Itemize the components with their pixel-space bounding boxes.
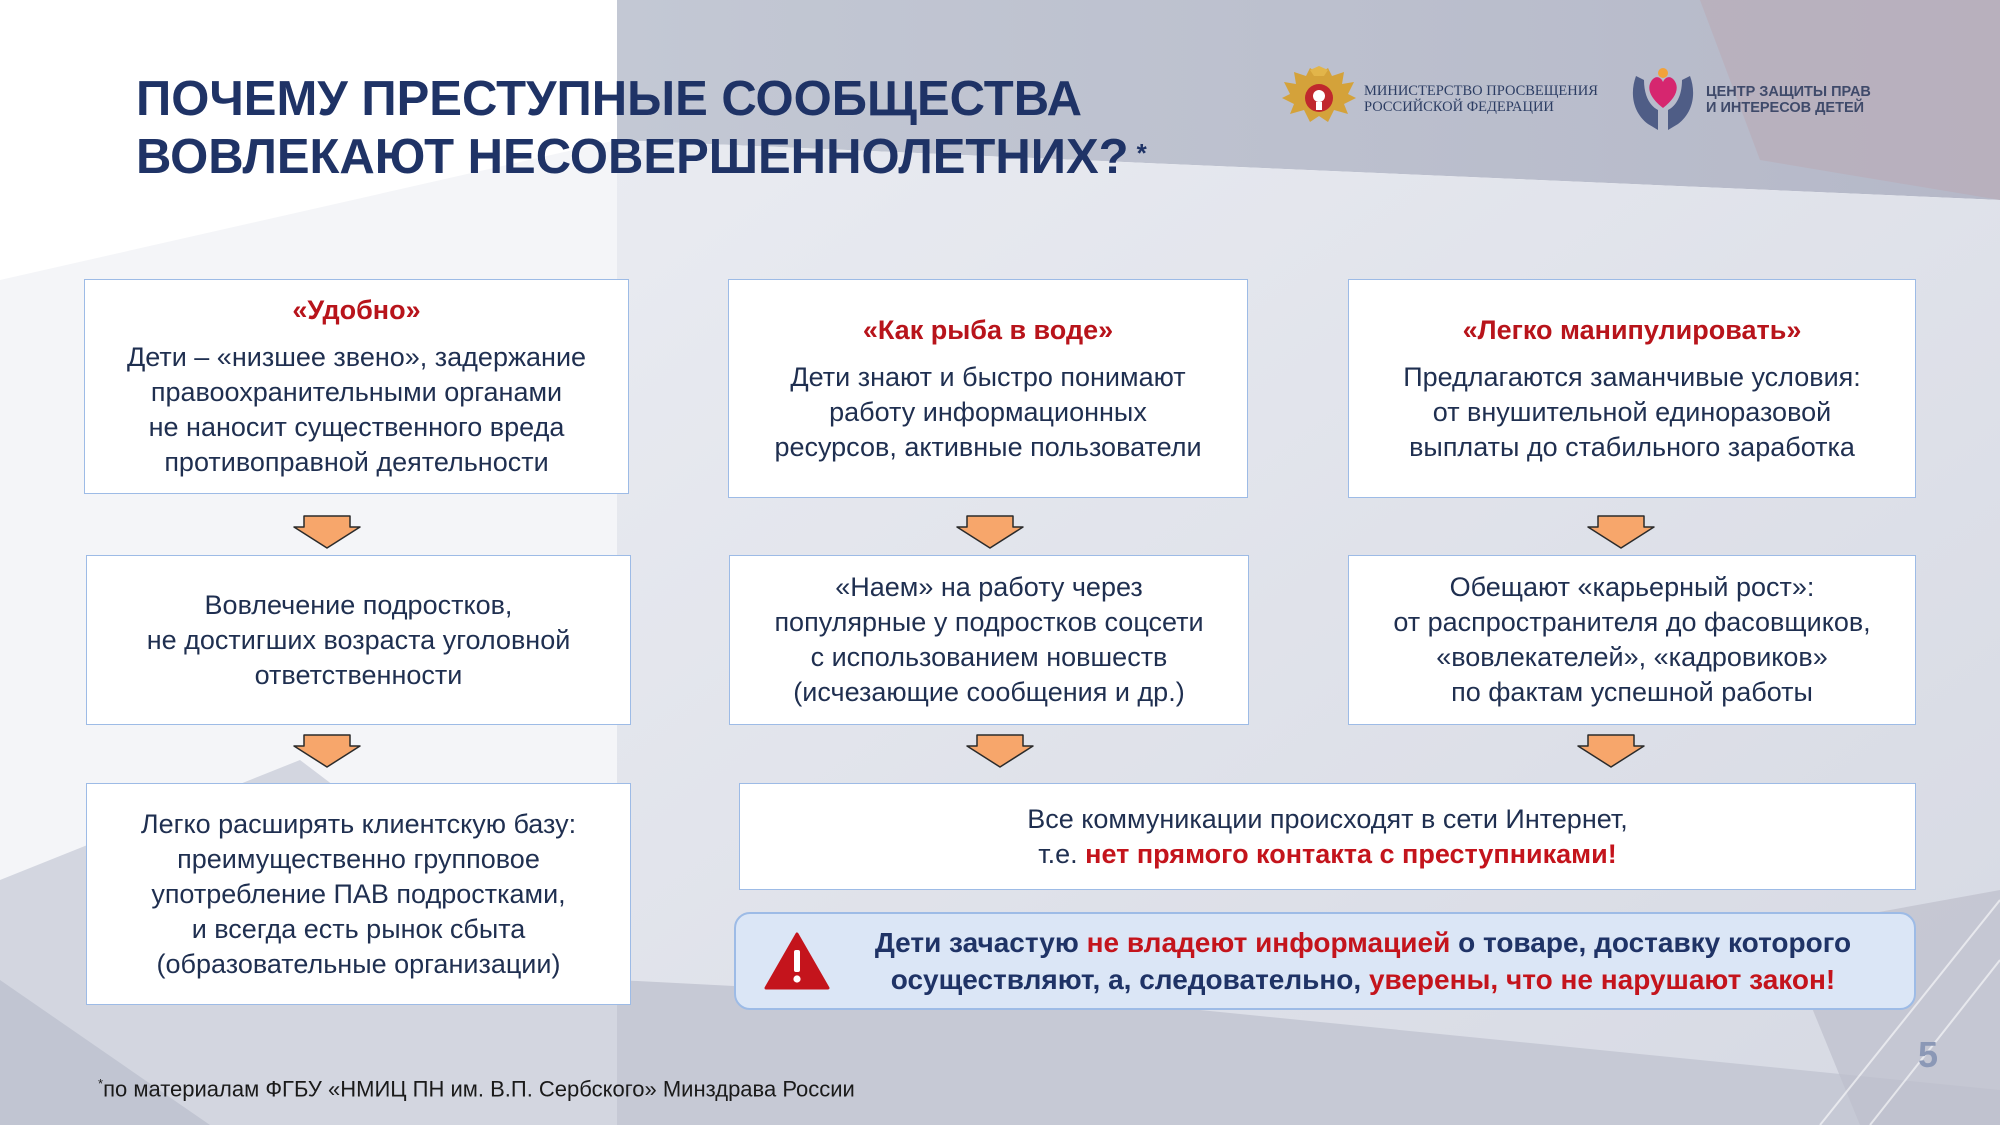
reason-convenient-text: Дети – «низшее звено», задержание правоохранительными органами не наносит существенного вреда противоправной деятельности: [126, 342, 587, 477]
down-arrow-icon: [292, 515, 362, 549]
hiring-social-media-text: «Наем» на работу через популярные у подростков соцсети с использованием новшеств (исчезающие сообщения и др.): [774, 572, 1204, 707]
warning-triangle-icon: [764, 932, 830, 990]
career-growth-text: Обещают «карьерный рост»: от распространителя до фасовщиков, «вовлекателей», «кадровиков» по фактам успешной работы: [1393, 572, 1871, 707]
footnote: [98, 1076, 855, 1102]
internet-line-2-emphasis: нет прямого контакта с преступниками!: [1085, 838, 1617, 869]
reason-fish-in-water-heading: «Как рыба в воде»: [862, 314, 1114, 345]
consequence-minors-text: Вовлечение подростков, не достигших возраста уголовной ответственности: [146, 589, 571, 690]
career-growth-box: [1348, 555, 1916, 725]
reason-easy-manipulate-heading: «Легко манипулировать»: [1462, 314, 1802, 345]
client-base-box: [86, 783, 631, 1005]
warning-part-1: Дети зачастую: [874, 927, 1087, 958]
center-name-line-1: ЦЕНТР ЗАЩИТЫ ПРАВ: [1706, 84, 1871, 100]
down-arrow-icon: [1576, 734, 1646, 768]
warning-part-2: не владеют информацией: [1086, 927, 1451, 958]
internet-line-1: Все коммуникации происходят в сети Интернет,: [1027, 803, 1628, 834]
internet-line-2: [1038, 837, 1616, 872]
down-arrow-icon: [292, 734, 362, 768]
ministry-name-line-2: РОССИЙСКОЙ ФЕДЕРАЦИИ: [1364, 99, 1554, 115]
down-arrow-icon: [1586, 515, 1656, 549]
warning-part-3: о товаре, доставку которого осуществляют, а, следовательно,: [890, 927, 1852, 995]
page-number: 5: [1918, 1034, 1939, 1075]
reason-fish-in-water-box: [728, 279, 1248, 498]
title-line-2-text: ВОВЛЕКАЮТ НЕСОВЕРШЕННОЛЕТНИХ?: [136, 130, 1129, 184]
center-name-line-2: И ИНТЕРЕСОВ ДЕТЕЙ: [1706, 100, 1865, 116]
warning-part-4: уверены, что не нарушают закон!: [1368, 964, 1836, 995]
reason-easy-manipulate-text: Предлагаются заманчивые условия: от внушительной единоразовой выплаты до стабильного заработка: [1403, 361, 1861, 462]
reason-convenient-heading: «Удобно»: [292, 295, 421, 325]
title-line-2: [136, 128, 1147, 186]
ministry-logo-text: [1364, 83, 1598, 115]
reason-convenient-box: [84, 279, 629, 494]
ministry-logo: [1280, 66, 1598, 132]
child-rights-center-logo: [1628, 66, 1871, 134]
down-arrow-icon: [955, 515, 1025, 549]
page-title: [136, 70, 1147, 186]
footnote-marker: *: [98, 1076, 104, 1091]
warning-callout: [734, 912, 1916, 1010]
down-arrow-icon: [965, 734, 1035, 768]
warning-text: [830, 924, 1914, 998]
consequence-minors-box: [86, 555, 631, 725]
internet-line-2-prefix: т.е.: [1038, 838, 1086, 869]
center-logo-text: [1706, 84, 1871, 116]
footnote-text: по материалам ФГБУ «НМИЦ ПН им. В.П. Сербского» Минздрава России: [103, 1076, 855, 1102]
client-base-text: Легко расширять клиентскую базу: преимущественно групповое употребление ПАВ подростками, и всегда есть рынок сбыта (образовательные организации): [140, 808, 577, 979]
ministry-name-line-1: МИНИСТЕРСТВО ПРОСВЕЩЕНИЯ: [1364, 83, 1598, 99]
internet-communication-box: [739, 783, 1916, 890]
reason-fish-in-water-text: Дети знают и быстро понимают работу информационных ресурсов, активные пользователи: [774, 361, 1202, 462]
hiring-social-media-box: [729, 555, 1249, 725]
reason-easy-manipulate-box: [1348, 279, 1916, 498]
title-footnote-marker: *: [1136, 138, 1147, 168]
eagle-emblem-icon: [1280, 66, 1358, 132]
hands-heart-icon: [1628, 66, 1698, 134]
title-line-1: ПОЧЕМУ ПРЕСТУПНЫЕ СООБЩЕСТВА: [136, 72, 1083, 126]
